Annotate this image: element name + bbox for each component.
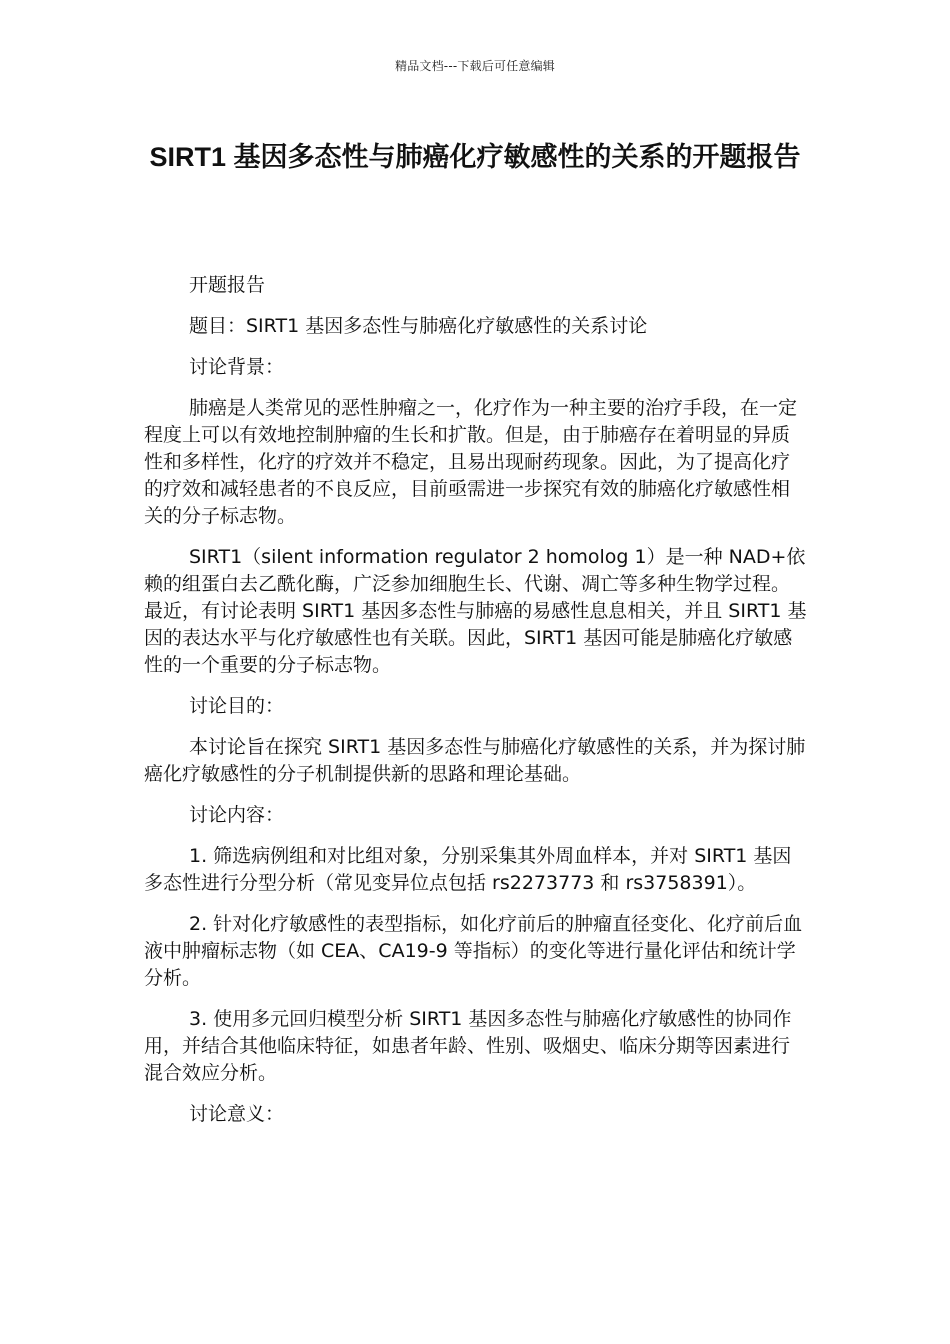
paragraph-background-1: 肺癌是人类常见的恶性肿瘤之一，化疗作为一种主要的治疗手段，在一定程度上可以有效地控制肿瘤的生长和扩散。但是，由于肺癌存在着明显的异质性和多样性，化疗的疗效并不稳定，且易出现耐药现象。因此，为了提高化疗的疗效和减轻患者的不良反应，目前亟需进一步探究有效的肺癌化疗敏感性相关的分子标志物。 bbox=[144, 397, 798, 527]
paragraph-background-2: SIRT1（silent information regulator 2 homolog 1）是一种 NAD+依赖的组蛋白去乙酰化酶，广泛参加细胞生长、代谢、凋亡等多种生物学过程。最近，有讨论表明 SIRT1 基因多态性与肺癌的易感性息息相关，并且 SIRT1 基因的表达水平与化疗敏感性也有关联。因此，SIRT1 基因可能是肺癌化疗敏感性的一个重要的分子标志物。 bbox=[144, 546, 807, 676]
paragraph-content-item-1: 1. 筛选病例组和对比组对象，分别采集其外周血样本，并对 SIRT1 基因多态性进行分型分析（常见变异位点包括 rs2273773 和 rs3758391）。 bbox=[144, 845, 792, 894]
heading-content: 讨论内容： bbox=[189, 804, 285, 826]
paragraph-report-label: 开题报告 bbox=[189, 274, 266, 296]
page-header-note: 精品文档---下载后可任意编辑 bbox=[395, 59, 555, 73]
heading-background: 讨论背景： bbox=[189, 356, 285, 378]
paragraph-content-item-3: 3. 使用多元回归模型分析 SIRT1 基因多态性与肺癌化疗敏感性的协同作用，并结合其他临床特征，如患者年龄、性别、吸烟史、临床分期等因素进行混合效应分析。 bbox=[144, 1008, 792, 1084]
heading-purpose: 讨论目的： bbox=[189, 695, 285, 717]
document-body bbox=[144, 272, 808, 1142]
paragraph-content-item-2: 2. 针对化疗敏感性的表型指标，如化疗前后的肿瘤直径变化、化疗前后血液中肿瘤标志物（如 CEA、CA19-9 等指标）的变化等进行量化评估和统计学分析。 bbox=[144, 913, 803, 989]
paragraph-topic: 题目：SIRT1 基因多态性与肺癌化疗敏感性的关系讨论 bbox=[189, 315, 648, 337]
document-title: SIRT1 基因多态性与肺癌化疗敏感性的关系的开题报告 bbox=[149, 142, 801, 172]
heading-significance: 讨论意义： bbox=[189, 1103, 285, 1125]
paragraph-purpose: 本讨论旨在探究 SIRT1 基因多态性与肺癌化疗敏感性的关系，并为探讨肺癌化疗敏感性的分子机制提供新的思路和理论基础。 bbox=[144, 736, 806, 785]
